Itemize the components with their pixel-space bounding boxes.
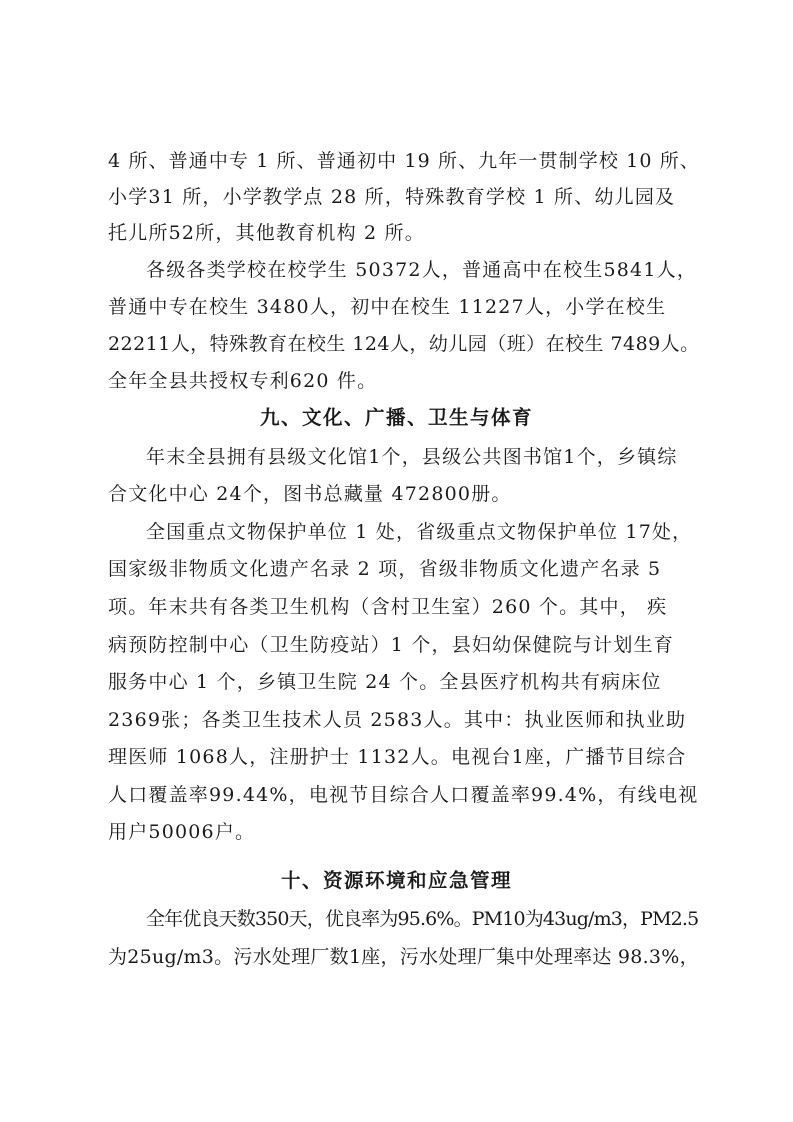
paragraph-line: 年末全县拥有县级文化馆1个，县级公共图书馆1个，乡镇综 bbox=[146, 446, 678, 468]
paragraph-line: 4 所、普通中专 1 所、普通初中 19 所、九年一贯制学校 10 所、 bbox=[108, 150, 700, 172]
section-heading: 十、资源环境和应急管理 bbox=[280, 869, 512, 892]
paragraph-line: 托儿所52所，其他教育机构 2 所。 bbox=[108, 222, 425, 244]
paragraph-line: 服务中心 1 个，乡镇卫生院 24 个。全县医疗机构共有病床位 bbox=[108, 671, 662, 693]
paragraph-line: 2369张；各类卫生技术人员 2583人。其中：执业医师和执业助 bbox=[108, 709, 687, 731]
paragraph-line: 国家级非物质文化遗产名录 2 项，省级非物质文化遗产名录 5 bbox=[108, 558, 662, 580]
paragraph-line: 全国重点文物保护单位 1 处，省级重点文物保护单位 17处， bbox=[146, 521, 693, 543]
paragraph-line: 病预防控制中心（卫生防疫站）1 个，县妇幼保健院与计划生育 bbox=[108, 634, 674, 656]
paragraph-line: 全年优良天数350天，优良率为95.6%。PM10为43ug/m3，PM2.5 bbox=[146, 908, 699, 930]
paragraph-line: 理医师 1068人，注册护士 1132人。电视台1座，广播节目综合 bbox=[108, 746, 687, 768]
paragraph-line: 小学31 所，小学教学点 28 所，特殊教育学校 1 所、幼儿园及 bbox=[108, 186, 676, 208]
paragraph-line: 人口覆盖率99.44%，电视节目综合人口覆盖率99.4%，有线电视 bbox=[108, 784, 699, 806]
paragraph-line: 普通中专在校生 3480人，初中在校生 11227人，小学在校生 bbox=[108, 296, 667, 318]
paragraph-line: 用户50006户。 bbox=[108, 821, 256, 843]
paragraph-line: 项。年末共有各类卫生机构（含村卫生室）260 个。其中， 疾 bbox=[108, 596, 668, 618]
paragraph-line: 各级各类学校在校学生 50372人，普通高中在校生5841人， bbox=[146, 259, 698, 281]
paragraph-line: 全年全县共授权专利620 件。 bbox=[108, 370, 378, 392]
paragraph-line: 合文化中心 24个，图书总藏量 472800册。 bbox=[108, 483, 512, 505]
paragraph-line: 22211人，特殊教育在校生 124人，幼儿园（班）在校生 7489人。 bbox=[108, 333, 700, 355]
paragraph-line: 为25ug/m3。污水处理厂数1座，污水处理厂集中处理率达 98.3%， bbox=[108, 946, 699, 968]
section-heading: 九、文化、广播、卫生与体育 bbox=[259, 406, 533, 429]
